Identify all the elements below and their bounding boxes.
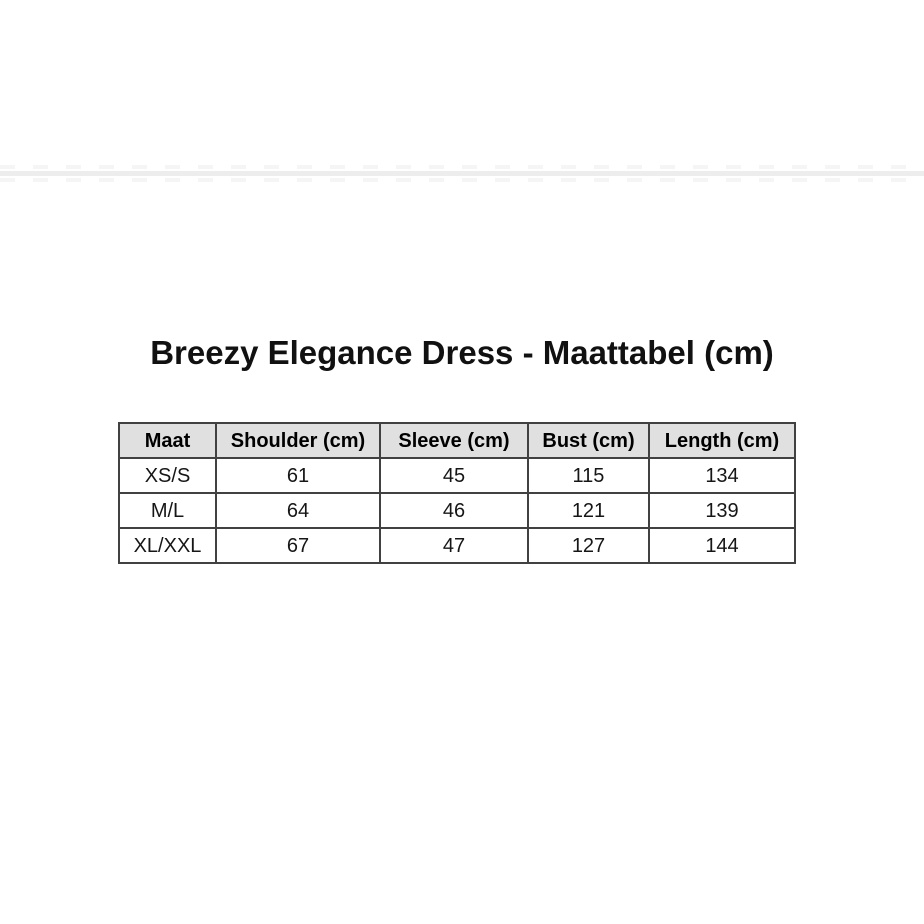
table-row bbox=[119, 528, 795, 563]
table-cell: 61 bbox=[216, 458, 380, 493]
table-header-cell: Bust (cm) bbox=[528, 423, 649, 458]
table-cell: 47 bbox=[380, 528, 528, 563]
size-chart-title: Breezy Elegance Dress - Maattabel (cm) bbox=[150, 334, 774, 371]
table-cell: 45 bbox=[380, 458, 528, 493]
table-cell: 67 bbox=[216, 528, 380, 563]
table-header-row bbox=[119, 423, 795, 458]
table-cell: 46 bbox=[380, 493, 528, 528]
table-cell: M/L bbox=[119, 493, 216, 528]
table-header-cell: Sleeve (cm) bbox=[380, 423, 528, 458]
divider-dash-bottom bbox=[0, 178, 924, 182]
table-row bbox=[119, 458, 795, 493]
table-body bbox=[119, 458, 795, 563]
table-header-cell: Maat bbox=[119, 423, 216, 458]
table-row bbox=[119, 493, 795, 528]
table-cell: XL/XXL bbox=[119, 528, 216, 563]
table-cell: 64 bbox=[216, 493, 380, 528]
table-header-cell: Length (cm) bbox=[649, 423, 795, 458]
table-cell: 139 bbox=[649, 493, 795, 528]
divider-line bbox=[0, 171, 924, 176]
table-cell: 121 bbox=[528, 493, 649, 528]
divider-dash-top bbox=[0, 165, 924, 169]
table-cell: 144 bbox=[649, 528, 795, 563]
table-cell: 134 bbox=[649, 458, 795, 493]
table-header-cell: Shoulder (cm) bbox=[216, 423, 380, 458]
size-chart-table bbox=[118, 422, 796, 564]
table-cell: XS/S bbox=[119, 458, 216, 493]
table-cell: 115 bbox=[528, 458, 649, 493]
table-cell: 127 bbox=[528, 528, 649, 563]
